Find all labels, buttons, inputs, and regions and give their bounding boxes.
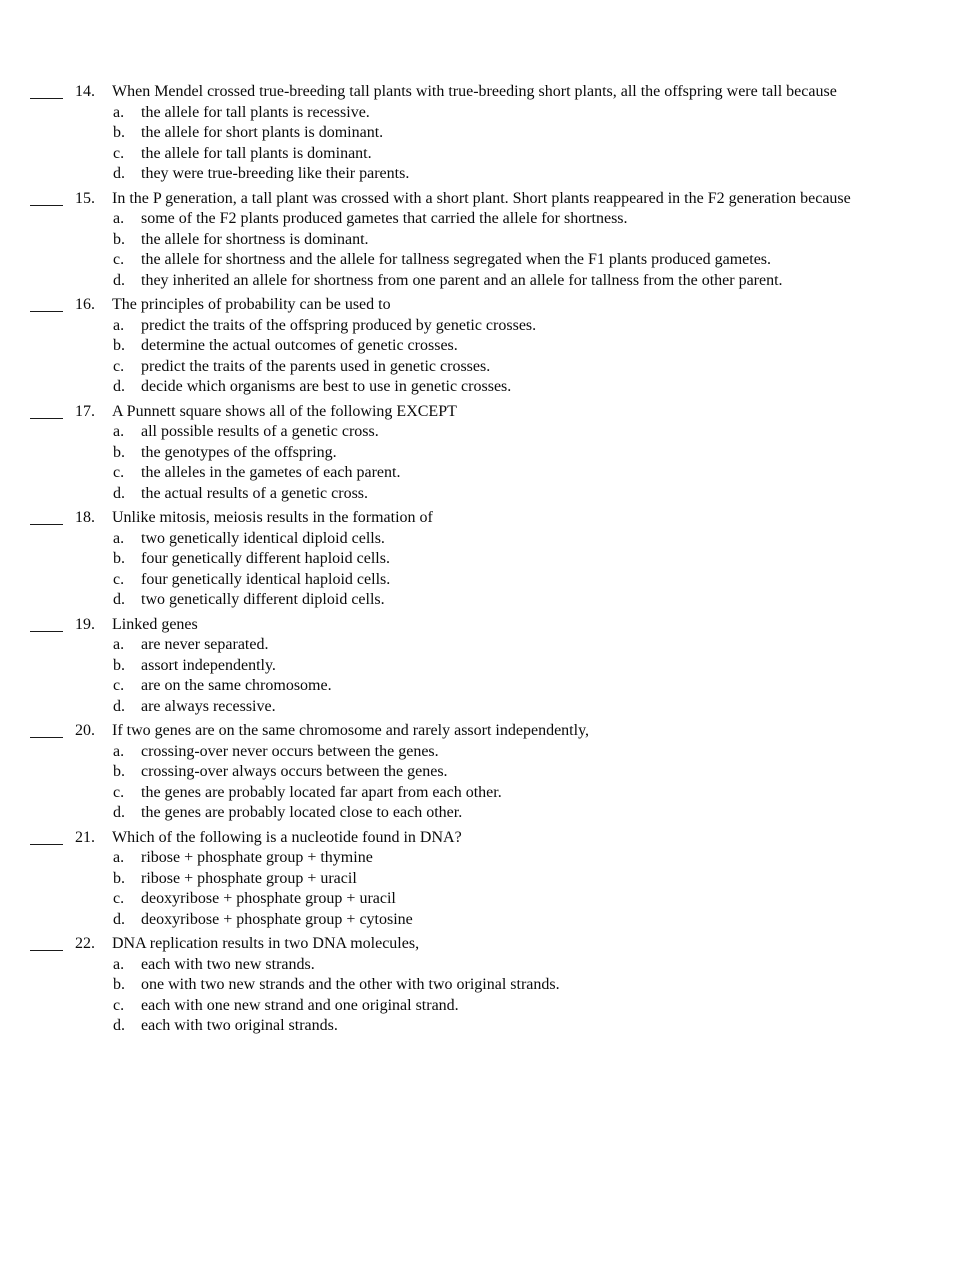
option-row — [112, 422, 875, 443]
option-letter: b. — [113, 976, 125, 993]
question-body — [112, 402, 875, 505]
option-text: are on the same chromosome. — [141, 677, 332, 694]
option-row — [112, 484, 875, 505]
question-row — [30, 828, 875, 931]
option-row — [112, 783, 875, 804]
option-text: deoxyribose + phosphate group + cytosine — [141, 910, 413, 928]
options-list — [112, 209, 875, 291]
option-row — [112, 570, 875, 591]
answer-blank — [30, 295, 63, 312]
options-list — [112, 316, 875, 398]
option-row — [112, 463, 875, 484]
options-list — [112, 529, 875, 611]
question-number: 14. — [75, 83, 95, 100]
option-row — [112, 316, 875, 337]
option-text: they inherited an allele for shortness from one parent and an allele for tallness from the other parent. — [141, 271, 783, 289]
option-row — [112, 955, 875, 976]
option-text: the allele for shortness and the allele for tallness segregated when the F1 plants produced gametes. — [141, 251, 772, 268]
question-body — [112, 82, 875, 185]
option-row — [112, 676, 875, 697]
option-text: the allele for tall plants is dominant. — [141, 144, 372, 162]
option-row — [112, 164, 875, 185]
options-list — [112, 848, 875, 930]
question-number: 16. — [75, 296, 95, 313]
question-row — [30, 508, 875, 611]
option-letter: c. — [113, 251, 125, 268]
option-text: two genetically identical diploid cells. — [141, 529, 385, 547]
question-row — [30, 189, 875, 292]
option-text: one with two new strands and the other with two original strands. — [141, 976, 560, 993]
question-text: A Punnett square shows all of the following EXCEPT — [112, 402, 457, 420]
option-text: some of the F2 plants produced gametes that carried the allele for shortness. — [141, 210, 628, 227]
option-row — [112, 889, 875, 910]
option-letter: d. — [113, 697, 125, 715]
question-body — [112, 615, 875, 718]
option-letter: b. — [113, 230, 125, 248]
option-row — [112, 848, 875, 869]
option-row — [112, 869, 875, 890]
option-text: crossing-over never occurs between the genes. — [141, 742, 439, 760]
option-row — [112, 1016, 875, 1037]
option-text: ribose + phosphate group + thymine — [141, 849, 373, 866]
option-letter: a. — [113, 955, 125, 973]
option-text: predict the traits of the parents used in genetic crosses. — [141, 357, 491, 375]
option-text: deoxyribose + phosphate group + uracil — [141, 890, 396, 907]
question-row — [30, 402, 875, 505]
option-text: determine the actual outcomes of genetic crosses. — [141, 337, 458, 354]
option-row — [112, 996, 875, 1017]
option-row — [112, 144, 875, 165]
option-letter: d. — [113, 591, 125, 608]
option-letter: c. — [113, 570, 125, 588]
question-number: 20. — [75, 722, 95, 739]
option-letter: d. — [113, 165, 125, 182]
question-row — [30, 934, 875, 1037]
option-text: are never separated. — [141, 636, 269, 653]
question-text: Unlike mitosis, meiosis results in the formation of — [112, 509, 433, 526]
question-body — [112, 934, 875, 1037]
option-row — [112, 377, 875, 398]
option-row — [112, 123, 875, 144]
option-letter: a. — [113, 103, 125, 121]
option-row — [112, 529, 875, 550]
question-body — [112, 828, 875, 931]
option-letter: a. — [113, 636, 125, 653]
question-body — [112, 295, 875, 398]
option-text: the genes are probably located far apart from each other. — [141, 783, 502, 801]
option-row — [112, 742, 875, 763]
option-letter: d. — [113, 1017, 125, 1034]
question-number: 19. — [75, 615, 95, 633]
option-letter: c. — [113, 890, 125, 907]
question-text: Linked genes — [112, 615, 198, 633]
option-text: two genetically different diploid cells. — [141, 591, 385, 608]
option-text: four genetically different haploid cells. — [141, 550, 390, 567]
options-list — [112, 422, 875, 504]
option-letter: c. — [113, 464, 125, 481]
option-letter: a. — [113, 529, 125, 547]
option-row — [112, 271, 875, 292]
option-row — [112, 250, 875, 271]
answer-blank — [30, 615, 63, 632]
question-text: Which of the following is a nucleotide found in DNA? — [112, 828, 462, 846]
option-letter: d. — [113, 910, 125, 928]
option-letter: c. — [113, 144, 125, 162]
option-row — [112, 762, 875, 783]
question-number: 15. — [75, 189, 95, 207]
option-text: each with two original strands. — [141, 1017, 338, 1034]
option-text: each with two new strands. — [141, 955, 315, 973]
option-letter: c. — [113, 783, 125, 801]
question-text: If two genes are on the same chromosome and rarely assort independently, — [112, 722, 590, 739]
option-text: decide which organisms are best to use in genetic crosses. — [141, 378, 512, 395]
option-letter: b. — [113, 550, 125, 567]
question-row — [30, 82, 875, 185]
option-letter: c. — [113, 357, 125, 375]
question-body — [112, 721, 875, 824]
question-text: When Mendel crossed true-breeding tall plants with true-breeding short plants, all the offspring were tall because — [112, 83, 837, 100]
option-row — [112, 443, 875, 464]
question-list — [30, 82, 875, 1037]
option-letter: b. — [113, 443, 125, 461]
option-row — [112, 910, 875, 931]
option-letter: d. — [113, 271, 125, 289]
option-letter: b. — [113, 337, 125, 354]
option-letter: b. — [113, 869, 125, 887]
option-row — [112, 656, 875, 677]
option-letter: a. — [113, 742, 125, 760]
option-text: the genes are probably located close to each other. — [141, 804, 463, 821]
question-number: 17. — [75, 402, 95, 420]
option-letter: d. — [113, 804, 125, 821]
option-row — [112, 549, 875, 570]
option-text: are always recessive. — [141, 697, 276, 715]
options-list — [112, 955, 875, 1037]
option-row — [112, 230, 875, 251]
answer-blank — [30, 934, 63, 951]
option-text: predict the traits of the offspring produced by genetic crosses. — [141, 316, 537, 334]
option-text: the actual results of a genetic cross. — [141, 484, 369, 502]
option-letter: b. — [113, 763, 125, 780]
answer-blank — [30, 189, 63, 206]
option-text: assort independently. — [141, 656, 276, 674]
option-text: crossing-over always occurs between the genes. — [141, 763, 448, 780]
question-text: The principles of probability can be used to — [112, 296, 391, 313]
question-number: 18. — [75, 509, 95, 526]
option-letter: a. — [113, 849, 125, 866]
option-row — [112, 975, 875, 996]
option-letter: a. — [113, 210, 125, 227]
option-letter: d. — [113, 484, 125, 502]
answer-blank — [30, 828, 63, 845]
question-row — [30, 721, 875, 824]
option-letter: a. — [113, 423, 125, 440]
option-text: the allele for short plants is dominant. — [141, 124, 384, 141]
option-text: each with one new strand and one original strand. — [141, 996, 459, 1014]
option-letter: a. — [113, 316, 125, 334]
option-row — [112, 209, 875, 230]
question-text: In the P generation, a tall plant was crossed with a short plant. Short plants reappeared in the F2 generation because — [112, 189, 851, 207]
option-text: the genotypes of the offspring. — [141, 443, 337, 461]
answer-blank — [30, 721, 63, 738]
option-row — [112, 103, 875, 124]
option-row — [112, 336, 875, 357]
answer-blank — [30, 508, 63, 525]
answer-blank — [30, 82, 63, 99]
option-text: the alleles in the gametes of each parent. — [141, 464, 401, 481]
question-body — [112, 508, 875, 611]
option-text: all possible results of a genetic cross. — [141, 423, 379, 440]
question-row — [30, 615, 875, 718]
option-letter: b. — [113, 124, 125, 141]
option-text: four genetically identical haploid cells. — [141, 570, 391, 588]
question-row — [30, 295, 875, 398]
option-letter: c. — [113, 677, 125, 694]
option-text: they were true-breeding like their parents. — [141, 165, 410, 182]
option-text: the allele for shortness is dominant. — [141, 230, 369, 248]
question-number: 21. — [75, 828, 95, 846]
option-row — [112, 590, 875, 611]
options-list — [112, 635, 875, 717]
question-text: DNA replication results in two DNA molecules, — [112, 935, 420, 952]
option-row — [112, 357, 875, 378]
answer-blank — [30, 402, 63, 419]
option-row — [112, 697, 875, 718]
question-body — [112, 189, 875, 292]
option-text: the allele for tall plants is recessive. — [141, 103, 370, 121]
question-number: 22. — [75, 935, 95, 952]
option-letter: c. — [113, 996, 125, 1014]
option-letter: b. — [113, 656, 125, 674]
option-row — [112, 635, 875, 656]
option-letter: d. — [113, 378, 125, 395]
options-list — [112, 103, 875, 185]
option-text: ribose + phosphate group + uracil — [141, 869, 357, 887]
option-row — [112, 803, 875, 824]
options-list — [112, 742, 875, 824]
